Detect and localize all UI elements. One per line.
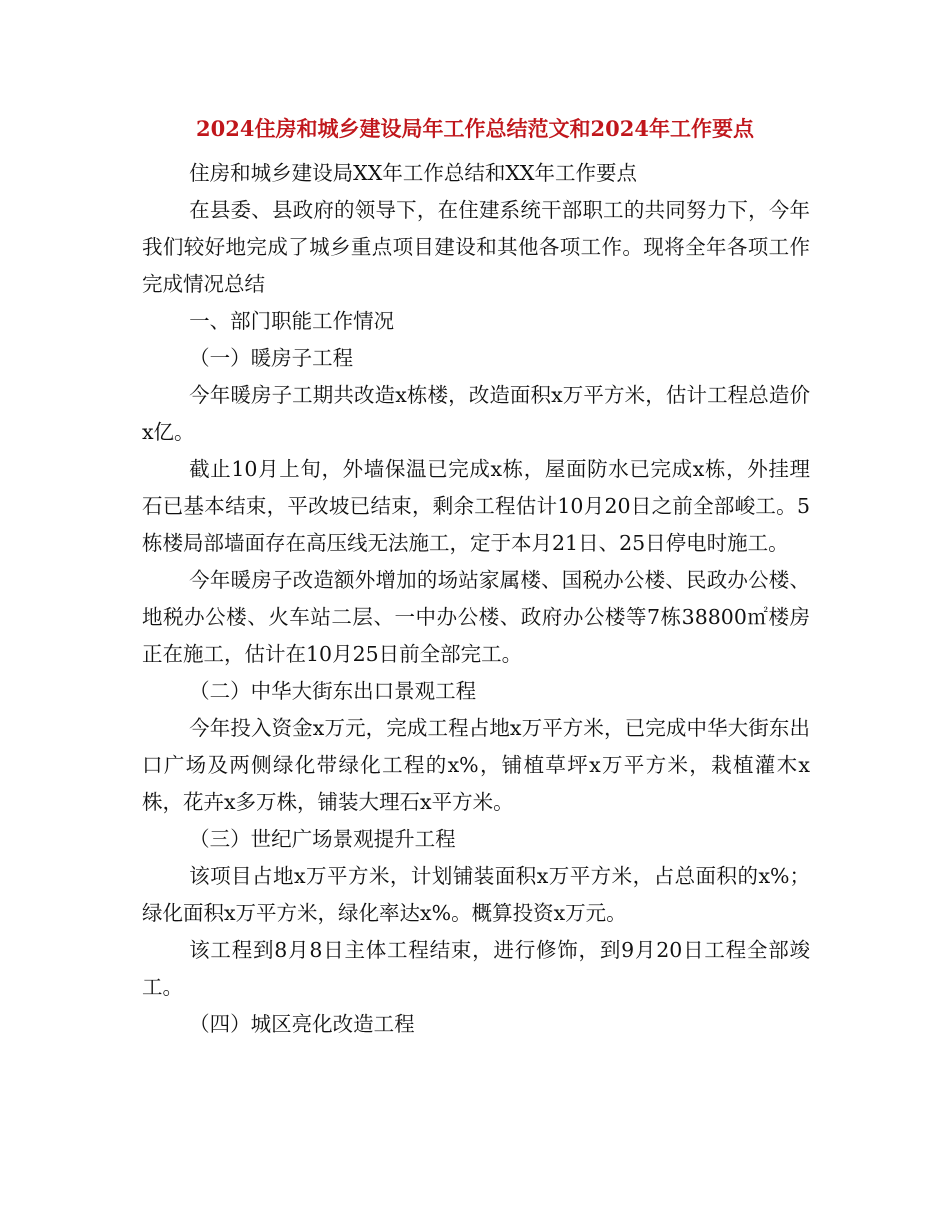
body-paragraph: 今年暖房子工期共改造x栋楼，改造面积x万平方米，估计工程总造价x亿。 — [142, 383, 810, 444]
body-paragraph: 截止10月上旬，外墙保温已完成x栋，屋面防水已完成x栋，外挂理石已基本结束，平改坡已结束，剩余工程估计10月20日之前全部峻工。5栋楼局部墙面存在高压线无法施工，定于本月21日、25日停电时施工。 — [142, 457, 810, 555]
body-paragraph: 该项目占地x万平方米，计划铺装面积x万平方米，占总面积的x%；绿化面积x万平方米，绿化率达x%。概算投资x万元。 — [142, 864, 810, 925]
section-heading: 一、部门职能工作情况 — [189, 309, 395, 333]
subsection-heading: （四）城区亮化改造工程 — [189, 1012, 415, 1036]
subsection-heading: （二）中华大街东出口景观工程 — [189, 679, 477, 703]
body-paragraph: 该工程到8月8日主体工程结束，进行修饰，到9月20日工程全部竣工。 — [142, 938, 810, 999]
body-paragraph: 今年投入资金x万元，完成工程占地x万平方米，已完成中华大街东出口广场及两侧绿化带绿化工程的x%，铺植草坪x万平方米，栽植灌木x株，花卉x多万株，铺装大理石x平方米。 — [142, 716, 810, 814]
subsection-heading: （一）暖房子工程 — [189, 346, 354, 370]
document-body — [142, 155, 810, 1043]
document-title: 2024住房和城乡建设局年工作总结范文和2024年工作要点 — [196, 116, 754, 141]
intro-paragraph: 在县委、县政府的领导下，在住建系统干部职工的共同努力下，今年 我们较好地完成了城乡重点项目建设和其他各项工作。现将全年各项工作完成情况总结 — [142, 198, 810, 296]
subsection-heading: （三）世纪广场景观提升工程 — [189, 827, 456, 851]
body-paragraph: 今年暖房子改造额外增加的场站家属楼、国税办公楼、民政办公楼、地税办公楼、火车站二层、一中办公楼、政府办公楼等7栋38800㎡楼房正在施工，估计在10月25日前全部完工。 — [142, 568, 810, 666]
subtitle-paragraph: 住房和城乡建设局XX年工作总结和XX年工作要点 — [189, 161, 638, 185]
